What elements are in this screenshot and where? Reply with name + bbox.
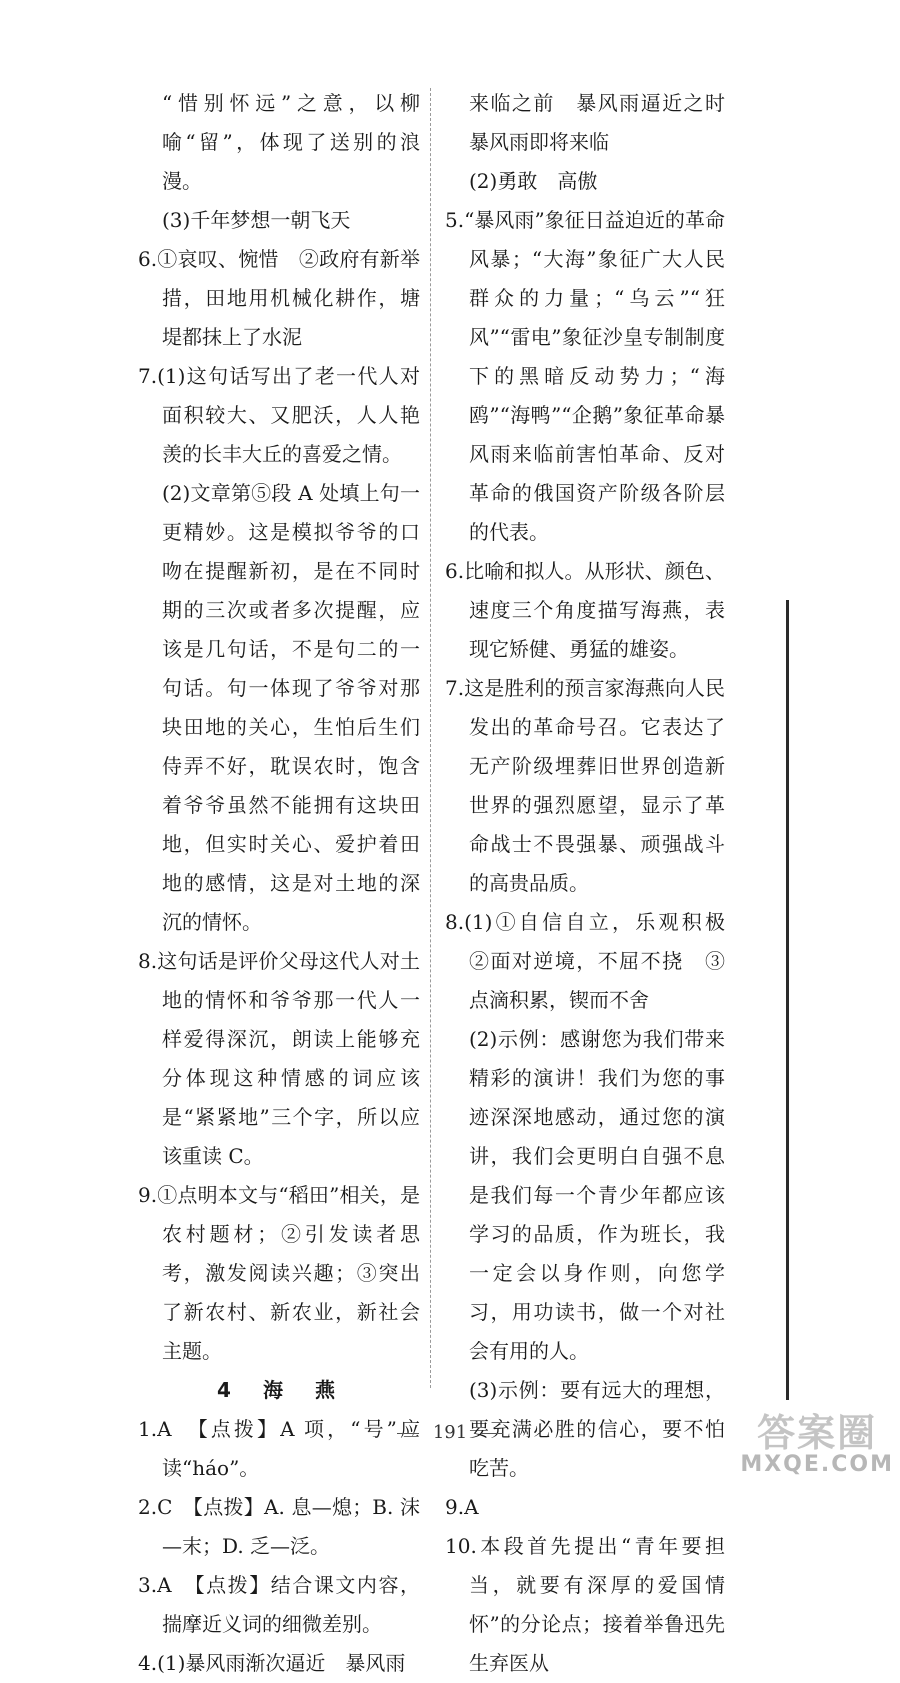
answer-item-5: 5.“暴风雨”象征日益迫近的革命风暴；“大海”象征广大人民群众的力量；“乌云”“狂风”“雷电”象征沙皇专制制度下的黑暗反动势力；“海鸥”“海鸭”“企鹅”象征革命暴风雨来临前害怕革命、反对革命的俄国资产阶级各阶层的代表。 bbox=[445, 208, 725, 544]
page-number-value: 191 bbox=[432, 1422, 468, 1443]
answer-item-8: 8.这句话是评价父母这代人对土地的情怀和爷爷那一代人一样爱得深沉，朗读上能够充分体现这种情感的词应该是“紧紧地”三个字，所以应该重读 C。 bbox=[138, 949, 420, 1168]
answer-item-7-b: 7.这是胜利的预言家海燕向人民发出的革命号召。它表达了无产阶级埋葬旧世界创造新世界的强烈愿望，显示了革命战士不畏强暴、顽强战斗的高贵品质。 bbox=[445, 676, 725, 895]
answer-item-6-b: 6.比喻和拟人。从形状、颜色、速度三个角度描写海燕，表现它矫健、勇猛的雄姿。 bbox=[445, 559, 725, 661]
watermark-url: MXQE.COM bbox=[740, 1452, 894, 1477]
answer-item-1: 1.A 【点拨】A 项，“号”应读“háo”。 bbox=[138, 1417, 420, 1480]
answer-item-8-part-3: (3)示例：要有远大的理想，要充满必胜的信心，要不怕吃苦。 bbox=[469, 1378, 725, 1480]
section-title: 4 海 燕 bbox=[217, 1378, 341, 1402]
page-number-dash-right bbox=[481, 1433, 503, 1434]
answer-item-10: 10.本段首先提出“青年要担当，就要有深厚的爱国情怀”的分论点；接着举鲁迅先生弃医从 bbox=[445, 1534, 725, 1675]
page-edge-shadow bbox=[786, 600, 789, 1400]
left-para-1: “惜别怀远”之意，以柳喻“留”，体现了送别的浪漫。 bbox=[162, 91, 420, 193]
answer-item-8-b: 8.(1)①自信自立，乐观积极 ②面对逆境，不屈不挠 ③点滴积累，锲而不舍 bbox=[445, 910, 745, 1012]
left-column bbox=[138, 84, 420, 1683]
answer-item-4-continued: 来临之前 暴风雨逼近之时 暴风雨即将来临 bbox=[469, 91, 745, 154]
answer-item-4: 4.(1)暴风雨渐次逼近 暴风雨 bbox=[138, 1651, 406, 1675]
answer-item-3: 3.A 【点拨】结合课文内容，揣摩近义词的细微差别。 bbox=[138, 1573, 420, 1636]
answer-item-8-part-2: (2)示例：感谢您为我们带来精彩的演讲！我们为您的事迹深深地感动，通过您的演讲，我们会更明白自强不息是我们每一个青少年都应该学习的品质，作为班长，我一定会以身作则，向您学习，用功读书，做一个对社会有用的人。 bbox=[469, 1027, 725, 1363]
answer-item-9-b: 9.A bbox=[445, 1495, 479, 1519]
watermark-title: 答案圈 bbox=[757, 1411, 878, 1455]
column-divider bbox=[430, 88, 431, 1388]
left-para-2: (3)千年梦想一朝飞天 bbox=[162, 208, 351, 232]
answer-item-7: 7.(1)这句话写出了老一代人对面积较大、又肥沃，人人艳羡的长丰大丘的喜爱之情。 bbox=[138, 364, 420, 466]
answer-item-7-part-2: (2)文章第⑤段 A 处填上句一更精妙。这是模拟爷爷的口吻在提醒新初，是在不同时期的三次或者多次提醒，应该是几句话，不是句二的一句话。句一体现了爷爷对那块田地的关心，生怕后生们侍弄不好，耽误农时，饱含着爷爷虽然不能拥有这块田地，但实时关心、爱护着田地的感情，这是对土地的深沉的情怀。 bbox=[162, 481, 420, 934]
right-column bbox=[445, 84, 745, 1683]
answer-item-4-part-2: (2)勇敢 高傲 bbox=[469, 169, 598, 193]
watermark-logo bbox=[740, 1411, 894, 1477]
page-number-dash-left bbox=[397, 1433, 419, 1434]
answer-item-6: 6.①哀叹、惋惜 ②政府有新举措，田地用机械化耕作，塘堤都抹上了水泥 bbox=[138, 247, 420, 349]
answer-item-2: 2.C 【点拨】A. 息—熄；B. 沫—末；D. 乏—泛。 bbox=[138, 1495, 420, 1558]
answer-item-9: 9.①点明本文与“稻田”相关，是农村题材；②引发读者思考，激发阅读兴趣；③突出了新农村、新农业，新社会主题。 bbox=[138, 1183, 420, 1363]
